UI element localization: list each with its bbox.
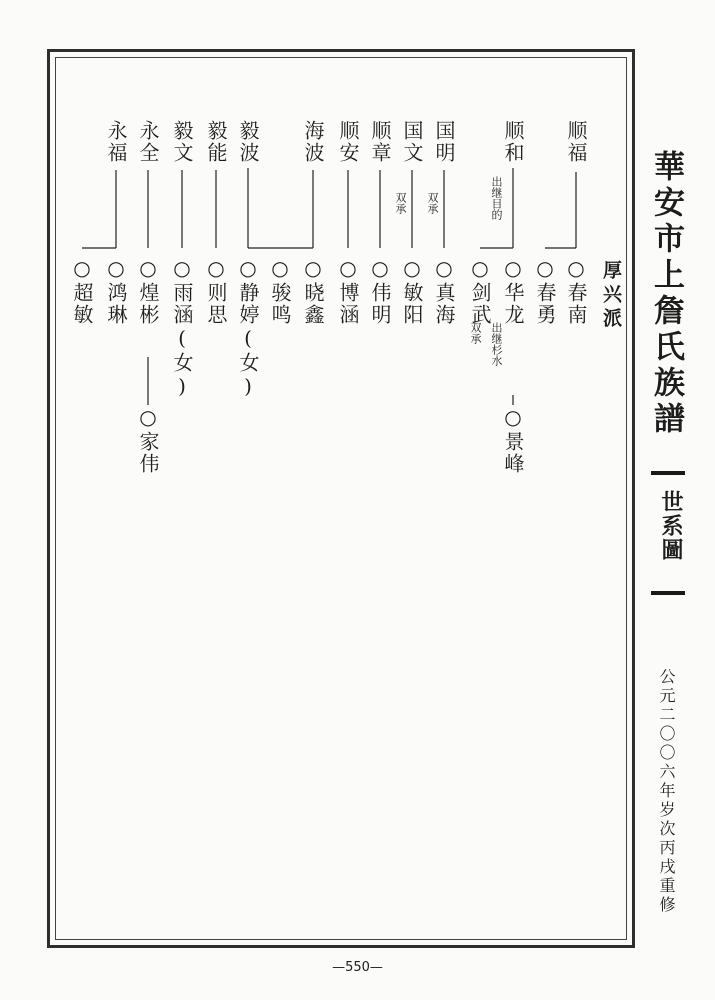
child-name: ○春勇 <box>533 256 557 326</box>
dual-inheritance-note: 双承 <box>426 192 439 214</box>
child-name: ○博涵 <box>336 256 360 326</box>
book-title: 華安市上詹氏族譜 <box>648 150 684 438</box>
parent-name: 国文 <box>400 120 424 164</box>
child-name: ○鸿琳 <box>104 256 128 326</box>
parent-name: 顺章 <box>368 120 392 164</box>
section-subtitle: 世系圖 <box>658 490 684 562</box>
child-name: ○晓鑫 <box>301 256 325 326</box>
parent-name: 永福 <box>104 120 128 164</box>
parent-name: 顺安 <box>336 120 360 164</box>
grandchild-name: ○家伟 <box>136 405 160 475</box>
parent-name: 海波 <box>301 120 325 164</box>
dual-inheritance-note: 双承 <box>469 322 482 344</box>
parent-name: 毅文 <box>170 120 194 164</box>
child-name: ○剑武 <box>468 256 492 326</box>
parent-name: 毅能 <box>204 120 228 164</box>
parent-name: 国明 <box>432 120 456 164</box>
child-name: ○骏鸣 <box>268 256 292 326</box>
child-name: ○敏阳 <box>400 256 424 326</box>
revision-year: 公元二〇〇六年岁次丙戌重修 <box>657 668 676 915</box>
parent-name: 顺和 <box>501 120 525 164</box>
grandchild-name: ○景峰 <box>501 405 525 475</box>
page-number: —550— <box>332 960 383 975</box>
child-name: ○伟明 <box>368 256 392 326</box>
child-name: ○超敏 <box>70 256 94 326</box>
child-name: ○则思 <box>204 256 228 326</box>
child-name: ○华龙 <box>501 256 525 326</box>
child-name: ○真海 <box>432 256 456 326</box>
child-name: ○静婷(女) <box>236 256 260 400</box>
adoption-note: 出继目的 <box>490 176 503 220</box>
parent-name: 顺福 <box>564 120 588 164</box>
branch-name: 厚兴派 <box>600 260 622 332</box>
child-name: ○雨涵(女) <box>170 256 194 400</box>
parent-name: 永全 <box>136 120 160 164</box>
child-name: ○春南 <box>564 256 588 326</box>
child-name: ○煌彬 <box>136 256 160 326</box>
dual-inheritance-note: 双承 <box>394 192 407 214</box>
adoption-note: 出继杉水 <box>490 322 503 366</box>
parent-name: 毅波 <box>236 120 260 164</box>
